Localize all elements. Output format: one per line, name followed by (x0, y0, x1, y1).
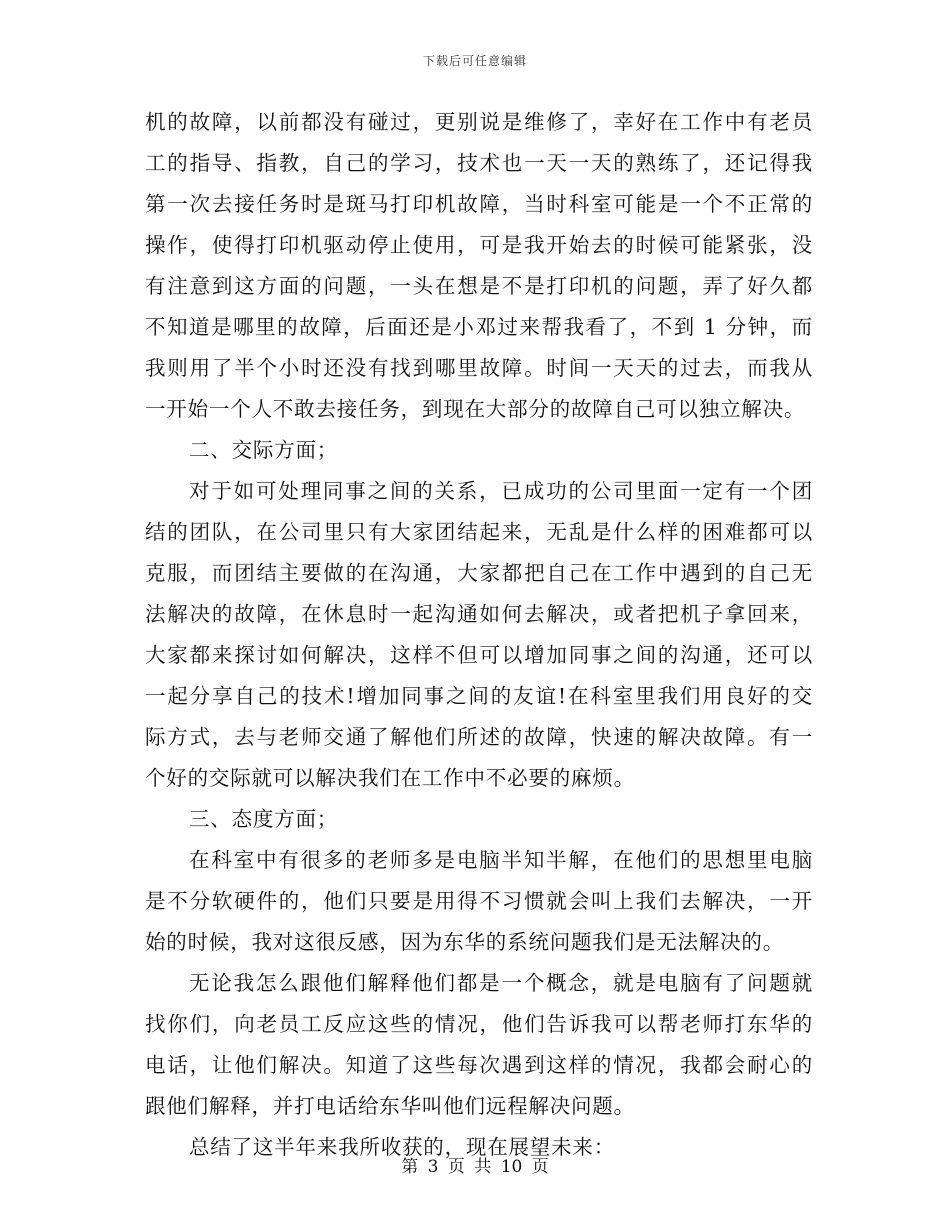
text-line: 大家都来探讨如何解决，这样不但可以增加同事之间的沟通，还可以 (145, 643, 813, 667)
text-line: 个好的交际就可以解决我们在工作中不必要的麻烦。 (145, 766, 635, 790)
text-line: 结的团队，在公司里只有大家团结起来，无乱是什么样的困难都可以 (145, 520, 813, 544)
page-header: 下载后可任意编辑 (422, 54, 527, 68)
paragraph (145, 471, 813, 799)
text-line: 我则用了半个小时还没有找到哪里故障。时间一天天的过去，而我从 (145, 356, 813, 380)
text-line: 总结了这半年来我所收获的，现在展望未来： (189, 1135, 615, 1159)
text-line: 三、态度方面； (189, 807, 339, 831)
page-footer: 第 3 页 共 10 页 (401, 1157, 549, 1177)
text-line: 电话，让他们解决。知道了这些每次遇到这样的情况，我都会耐心的 (145, 1053, 813, 1077)
text-line: 始的时候，我对这很反感，因为东华的系统问题我们是无法解决的。 (145, 930, 784, 954)
text-line: 在科室中有很多的老师多是电脑半知半解，在他们的思想里电脑 (189, 848, 813, 872)
text-line: 法解决的故障，在休息时一起沟通如何去解决，或者把机子拿回来， (145, 602, 813, 626)
paragraph (145, 430, 813, 471)
paragraph (145, 799, 813, 840)
text-line: 有注意到这方面的问题，一头在想是不是打印机的问题，弄了好久都 (145, 274, 813, 298)
text-line: 克服，而团结主要做的在沟通，大家都把自己在工作中遇到的自己无 (145, 561, 813, 585)
text-line: 机的故障，以前都没有碰过，更别说是维修了，幸好在工作中有老员 (145, 110, 813, 134)
text-line: 一起分享自己的技术!增加同事之间的友谊!在科室里我们用良好的交 (145, 684, 813, 708)
text-line: 工的指导、指教，自己的学习，技术也一天一天的熟练了，还记得我 (145, 151, 813, 175)
text-line: 找你们，向老员工反应这些的情况，他们告诉我可以帮老师打东华的 (145, 1012, 813, 1036)
text-line: 操作，使得打印机驱动停止使用，可是我开始去的时候可能紧张，没 (145, 233, 813, 257)
text-line: 第一次去接任务时是斑马打印机故障，当时科室可能是一个不正常的 (145, 192, 813, 216)
document-body (145, 102, 813, 1168)
paragraph (145, 963, 813, 1127)
text-line: 是不分软硬件的，他们只要是用得不习惯就会叫上我们去解决，一开 (145, 889, 813, 913)
text-line: 际方式，去与老师交通了解他们所述的故障，快速的解决故障。有一 (145, 725, 813, 749)
text-line: 对于如可处理同事之间的关系，已成功的公司里面一定有一个团 (189, 479, 813, 503)
paragraph (145, 102, 813, 430)
text-line: 跟他们解释，并打电话给东华叫他们远程解决问题。 (145, 1094, 635, 1118)
text-line: 二、交际方面； (189, 438, 339, 462)
paragraph (145, 840, 813, 963)
text-line: 无论我怎么跟他们解释他们都是一个概念，就是电脑有了问题就 (189, 971, 813, 995)
text-line: 一开始一个人不敢去接任务，到现在大部分的故障自己可以独立解决。 (145, 397, 806, 421)
text-line: 不知道是哪里的故障，后面还是小邓过来帮我看了，不到 1 分钟，而 (145, 315, 813, 339)
